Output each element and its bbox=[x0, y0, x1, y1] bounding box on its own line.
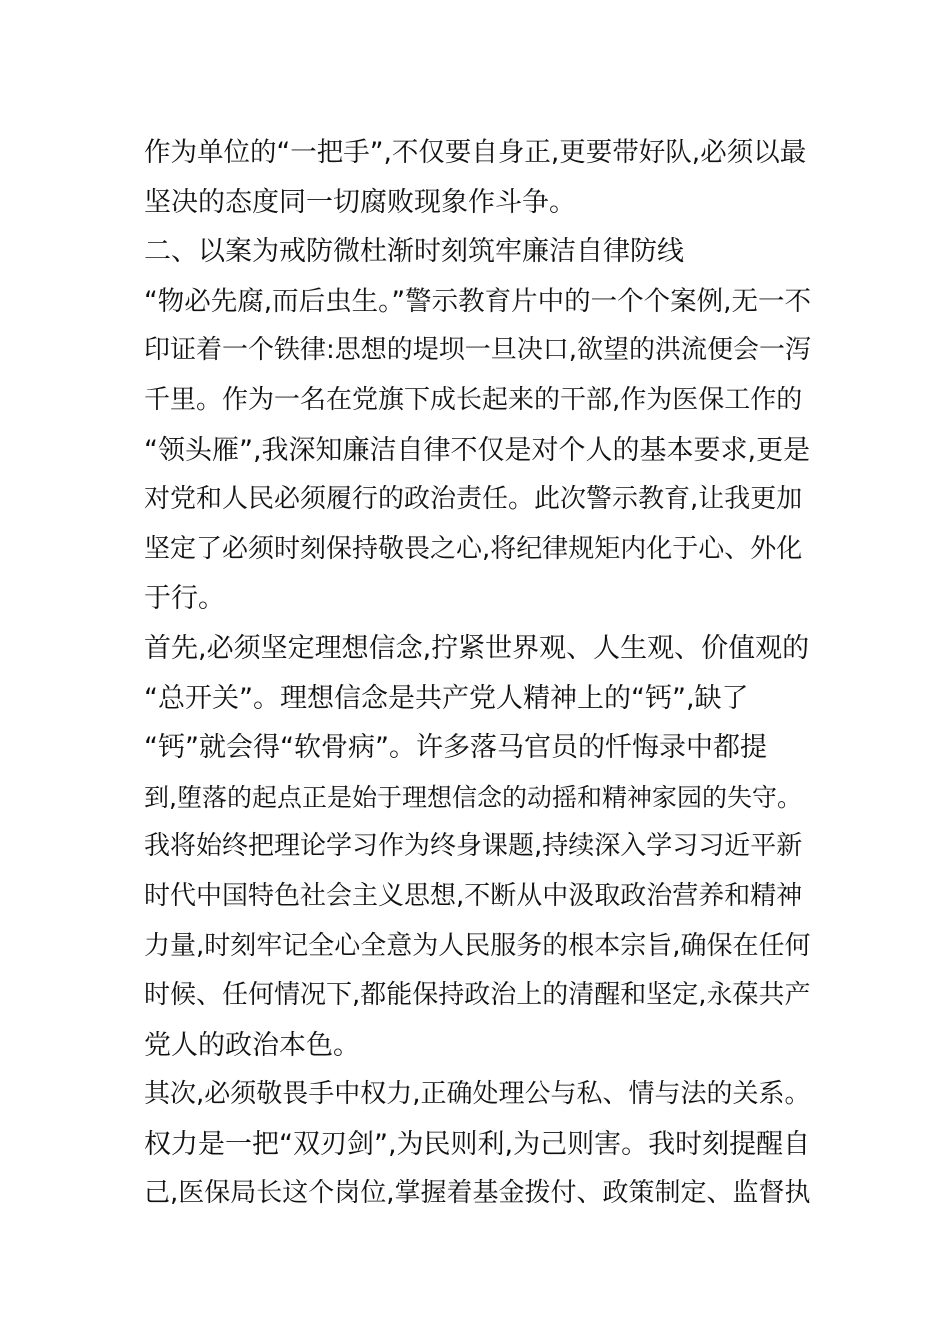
text-line: 权力是一把“双刃剑”,为民则利,为己则害。我时刻提醒自 bbox=[144, 1128, 811, 1160]
text-line: 己,医保局长这个岗位,掌握着基金拨付、政策制定、监督执 bbox=[144, 1178, 811, 1209]
text-line: 到,堕落的起点正是始于理想信念的动摇和精神家园的失守。 bbox=[144, 782, 802, 812]
text-line: 其次,必须敬畏手中权力,正确处理公与私、情与法的关系。 bbox=[144, 1079, 811, 1110]
text-line: 坚定了必须时刻保持敬畏之心,将纪律规矩内化于心、外化 bbox=[144, 533, 803, 564]
text-line: 千里。作为一名在党旗下成长起来的干部,作为医保工作的 bbox=[144, 384, 803, 415]
text-line: “领头雁”,我深知廉洁自律不仅是对个人的基本要求,更是 bbox=[144, 434, 811, 466]
text-line: “钙”就会得“软骨病”。许多落马官员的忏悔录中都提 bbox=[144, 732, 767, 764]
body-text bbox=[144, 128, 814, 1219]
text-line: 时候、任何情况下,都能保持政治上的清醒和坚定,永葆共产 bbox=[144, 980, 811, 1011]
text-line: 对党和人民必须履行的政治责任。此次警示教育,让我更加 bbox=[144, 484, 803, 515]
text-line: 首先,必须坚定理想信念,拧紧世界观、人生观、价值观的 bbox=[144, 632, 810, 664]
text-line: 时代中国特色社会主义思想,不断从中汲取政治营养和精神 bbox=[144, 880, 803, 911]
text-line: 坚决的态度同一切腐败现象作斗争。 bbox=[144, 186, 576, 218]
text-line: 作为单位的“一把手”,不仅要自身正,更要带好队,必须以最 bbox=[144, 137, 807, 168]
section-heading: 二、以案为戒防微杜渐时刻筑牢廉洁自律防线 bbox=[144, 236, 684, 268]
text-line: 党人的政治本色。 bbox=[144, 1029, 360, 1061]
text-line: 我将始终把理论学习作为终身课题,持续深入学习习近平新 bbox=[144, 831, 803, 862]
text-line: “总开关”。理想信念是共产党人精神上的“钙”,缺了 bbox=[144, 682, 749, 714]
text-line: “物必先腐,而后虫生。”警示教育片中的一个个案例,无一不 bbox=[144, 285, 812, 317]
text-line: 印证着一个铁律:思想的堤坝一旦决口,欲望的洪流便会一泻 bbox=[144, 335, 812, 366]
text-line: 力量,时刻牢记全心全意为人民服务的根本宗旨,确保在任何 bbox=[144, 930, 811, 961]
text-line: 于行。 bbox=[144, 583, 225, 615]
